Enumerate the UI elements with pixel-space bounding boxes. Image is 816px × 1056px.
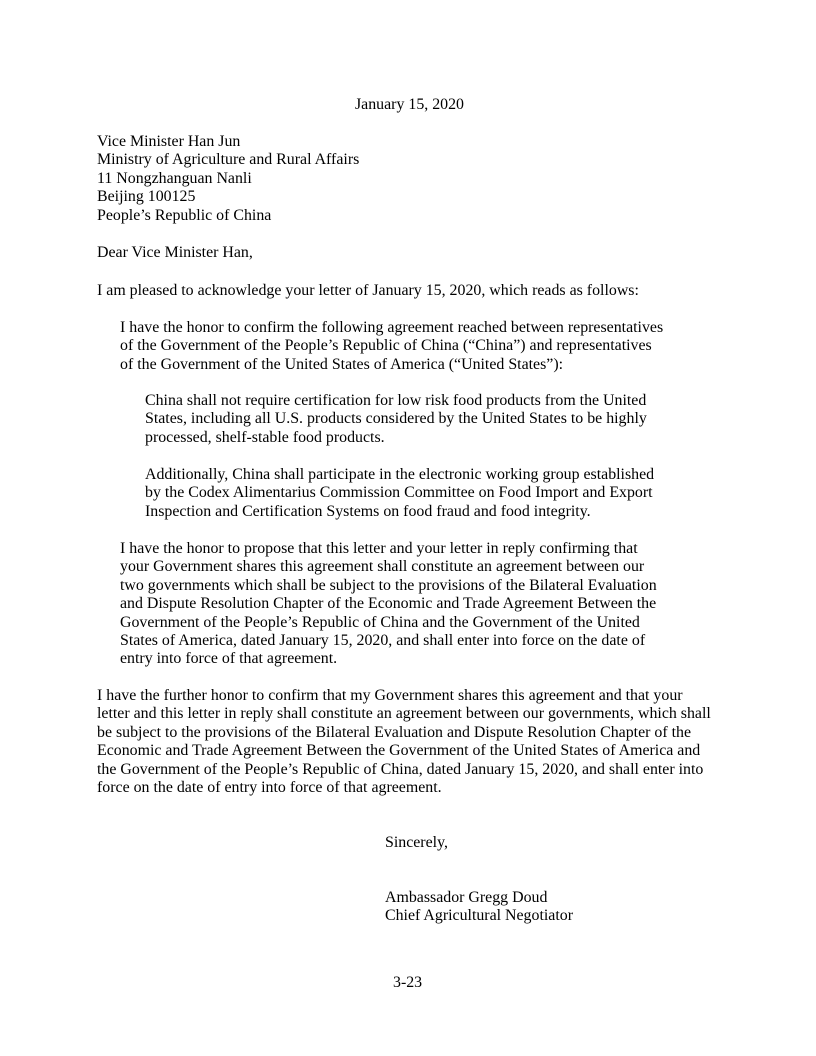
signer-title: Chief Agricultural Negotiator [385,907,573,925]
letter-date: January 15, 2020 [355,96,465,113]
quoted-paragraph-2 [120,540,657,669]
recipient-address [97,133,359,225]
quoted-subparagraph-1 [145,392,647,447]
paragraph-line: two governments which shall be subject to the provisions of the Bilateral Evaluation [120,576,657,594]
paragraph-line: States, including all U.S. products considered by the United States to be highly [145,410,647,428]
paragraph-line: by the Codex Alimentarius Commission Committee on Food Import and Export [145,484,653,502]
paragraph-line: Inspection and Certification Systems on food fraud and food integrity. [145,502,591,520]
paragraph-line: I have the honor to confirm the following agreement reached between representatives [120,319,664,336]
paragraph-line: the Government of the People’s Republic of China, dated January 15, 2020, and shall enter into [97,760,704,778]
paragraph-line: letter and this letter in reply shall constitute an agreement between our governments, which shall [97,705,711,723]
signer-name: Ambassador Gregg Doud [385,889,548,906]
closing-paragraph [97,687,711,797]
paragraph-line: entry into force of that agreement. [120,650,338,668]
paragraph-line: Additionally, China shall participate in the electronic working group established [145,466,655,483]
page-number: 3-23 [393,974,423,991]
paragraph-line: Government of the People’s Republic of China and the Government of the United [120,613,640,631]
quoted-paragraph-1 [120,319,663,374]
address-line: Ministry of Agriculture and Rural Affairs [97,151,360,169]
paragraph-line: and Dispute Resolution Chapter of the Economic and Trade Agreement Between the [120,595,657,613]
address-line: 11 Nongzhanguan Nanli [97,169,252,187]
paragraph-line: China shall not require certification for low risk food products from the United [145,392,647,409]
paragraph-line: Economic and Trade Agreement Between the Government of the United States of America and [97,742,701,760]
paragraph-line: your Government shares this agreement shall constitute an agreement between our [120,558,645,576]
paragraph-line: I have the honor to propose that this letter and your letter in reply confirming that [120,540,638,557]
address-line: Vice Minister Han Jun [97,133,241,150]
paragraph-line: I have the further honor to confirm that my Government shares this agreement and that your [97,687,683,704]
quoted-subparagraph-2 [145,466,654,521]
address-line: People’s Republic of China [97,206,272,224]
paragraph-line: of the Government of the People’s Republic of China (“China”) and representatives [120,337,652,355]
paragraph-line: States of America, dated January 15, 2020, and shall enter into force on the date of [120,632,646,650]
signature-block [385,889,573,926]
paragraph-line: be subject to the provisions of the Bilateral Evaluation and Dispute Resolution Chapter of the [97,723,692,741]
valediction: Sincerely, [385,834,448,851]
address-line: Beijing 100125 [97,188,196,206]
paragraph-line: of the Government of the United States of America (“United States”): [120,355,564,373]
salutation: Dear Vice Minister Han, [97,244,253,261]
paragraph-line: processed, shelf-stable food products. [145,428,385,446]
paragraph-line: force on the date of entry into force of that agreement. [97,779,442,797]
intro-paragraph: I am pleased to acknowledge your letter of January 15, 2020, which reads as follows: [97,282,639,299]
